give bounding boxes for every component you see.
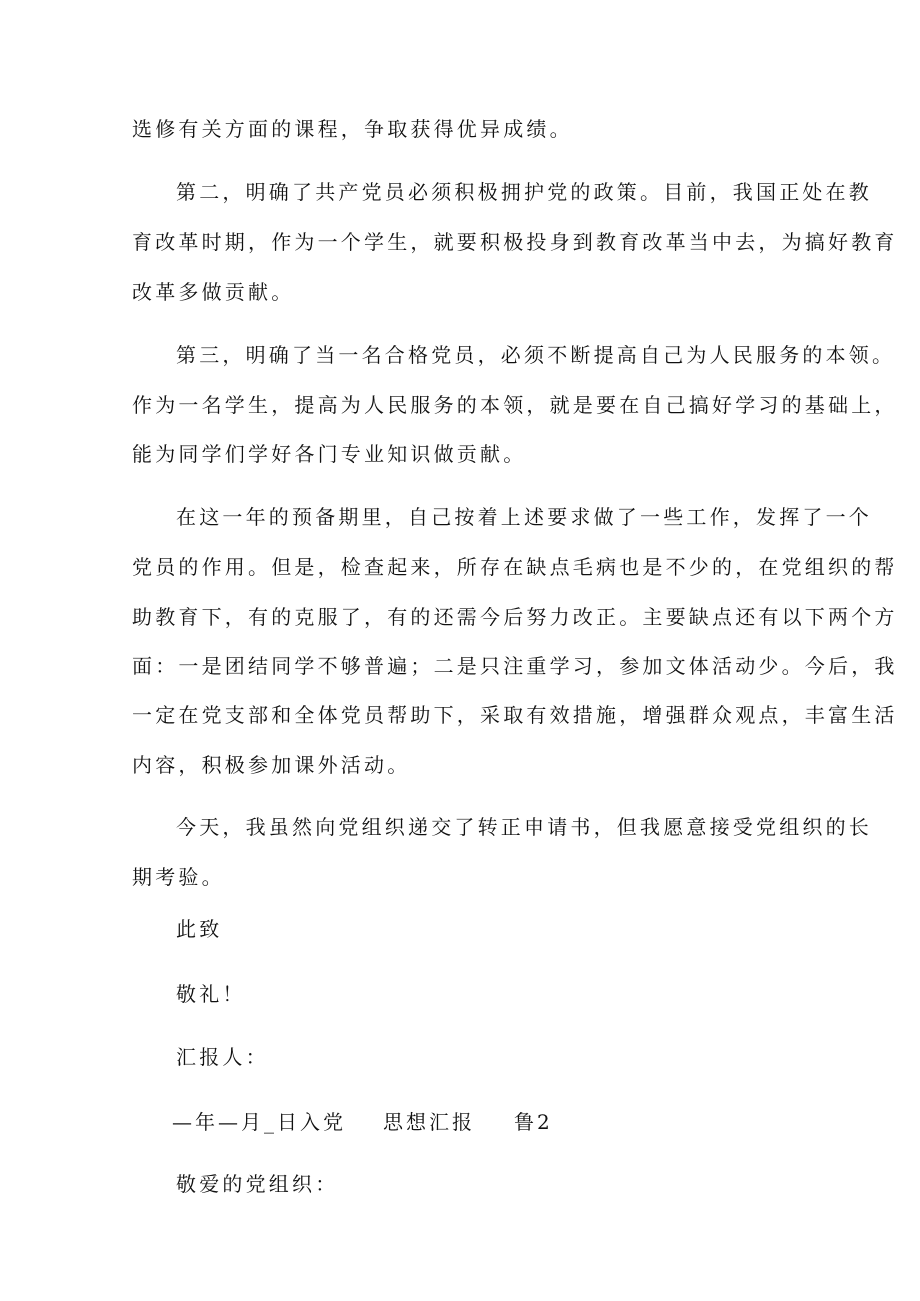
greeting-line: 敬爱的党组织：: [176, 1172, 339, 1196]
body-line: 改革多做贡献。: [132, 280, 295, 304]
body-line: 选修有关方面的课程，争取获得优异成绩。: [132, 117, 573, 141]
body-line: 面：一是团结同学不够普遍；二是只注重学习，参加文体活动少。今后，我: [132, 654, 898, 678]
paragraph-line: 第三，明确了当一名合格党员，必须不断提高自己为人民服务的本领。: [176, 343, 896, 367]
body-line: 期考验。: [132, 865, 225, 889]
paragraph-line: 今天，我虽然向党组织递交了转正申请书，但我愿意接受党组织的长: [176, 815, 872, 839]
body-line: 育改革时期，作为一个学生，就要积极投身到教育改革当中去，为搞好教育: [132, 230, 898, 254]
salutation-line: 敬礼！: [176, 982, 246, 1006]
body-line: 能为同学们学好各门专业知识做贡献。: [132, 442, 527, 466]
salutation-line: 此致: [176, 917, 223, 941]
body-line: 助教育下，有的克服了，有的还需今后努力改正。主要缺点还有以下两个方: [132, 605, 898, 629]
report-title: 思想汇报: [383, 1110, 475, 1134]
body-line: 党员的作用。但是，检查起来，所存在缺点毛病也是不少的，在党组织的帮: [132, 555, 898, 579]
body-line: 一定在党支部和全体党员帮助下，采取有效措施，增强群众观点，丰富生活: [132, 703, 898, 727]
date-line: —年—月_日入党: [172, 1110, 346, 1134]
reporter-line: 汇报人：: [176, 1045, 269, 1069]
body-line: 内容，积极参加课外活动。: [132, 753, 411, 777]
body-line: 作为一名学生，提高为人民服务的本领，就是要在自己搞好学习的基础上，: [132, 393, 898, 417]
page-mark: 鲁2: [514, 1110, 553, 1134]
paragraph-line: 第二，明确了共产党员必须积极拥护党的政策。目前，我国正处在教: [176, 180, 872, 204]
paragraph-line: 在这一年的预备期里，自己按着上述要求做了一些工作，发挥了一个: [176, 505, 872, 529]
